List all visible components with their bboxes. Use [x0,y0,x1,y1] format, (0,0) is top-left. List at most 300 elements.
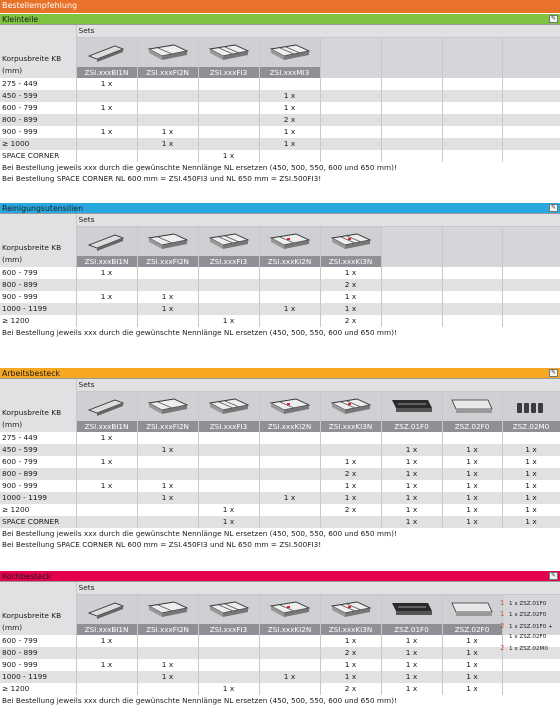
quantity-cell: 1 x [442,468,502,480]
quantity-cell [259,279,320,291]
quantity-cell [502,150,560,162]
quantity-cell: 1 x [76,635,137,647]
quantity-cell [198,114,259,126]
product-column [381,392,442,432]
legend-number: 1 [500,599,505,607]
quantity-cell [502,683,560,695]
product-column [320,595,381,635]
order-note: Bei Bestellung jeweils xxx durch die gewünschte Nennlänge NL ersetzen (450, 500, 550, 600 und 650 mm)! [2,327,397,337]
quantity-cell [137,635,198,647]
quantity-cell [442,78,502,90]
product-column [259,392,320,432]
quantity-cell [320,90,381,102]
quantity-cell [76,516,137,528]
quantity-cell: 1 x [259,102,320,114]
spray-icon: ✎ [550,204,557,211]
product-code: ZSI.xxxFI3 [199,256,259,267]
quantity-cell [320,114,381,126]
ladle-icon: ✎ [550,572,557,579]
quantity-cell [320,444,381,456]
quantity-cell [259,315,320,327]
quantity-cell [259,456,320,468]
quantity-cell: 1 x [320,492,381,504]
table-row [0,492,560,504]
korpus-width: 600 - 799 [0,267,76,279]
korpus-header [0,582,76,635]
section-title: Kleinteile [2,15,39,24]
quantity-cell [198,303,259,315]
order-note: Bei Bestellung SPACE CORNER NL 600 mm = ZSI.450FI3 und NL 650 mm = ZSI.500FI3! [2,173,322,183]
title-rule [0,12,560,13]
quantity-cell [137,647,198,659]
product-code: ZSI.xxxKI3N [321,624,381,635]
quantity-cell [76,150,137,162]
quantity-cell: 1 x [76,102,137,114]
quantity-cell: 1 x [137,671,198,683]
table-row [0,291,560,303]
product-column [137,38,198,78]
quantity-cell [198,659,259,671]
quantity-cell: 1 x [381,647,442,659]
quantity-cell: 1 x [320,659,381,671]
quantity-cell: 1 x [442,635,502,647]
quantity-cell [76,279,137,291]
quantity-cell: 1 x [502,468,560,480]
quantity-cell [381,279,442,291]
korpus-width: 600 - 799 [0,635,76,647]
table-row [0,102,560,114]
product-code: ZSI.xxxBI1N [77,624,137,635]
quantity-cell: 1 x [381,504,442,516]
quantity-cell [137,683,198,695]
order-table [0,214,560,327]
quantity-cell [502,315,560,327]
korpus-label: Korpusbreite KB [2,407,62,417]
quantity-cell: 1 x [320,303,381,315]
product-column [259,595,320,635]
quantity-cell [381,291,442,303]
order-note: Bei Bestellung jeweils xxx durch die gewünschte Nennlänge NL ersetzen (450, 500, 550, 600 und 650 mm)! [2,695,397,705]
section-header [0,571,560,582]
quantity-cell: 1 x [442,480,502,492]
quantity-cell: 1 x [259,126,320,138]
product-code: ZSI.xxxFI2N [138,256,198,267]
quantity-cell [198,279,259,291]
quantity-cell [198,647,259,659]
quantity-cell: 1 x [137,126,198,138]
table-row [0,267,560,279]
quantity-cell: 1 x [76,480,137,492]
product-code: ZSI.xxxFI2N [138,67,198,78]
section-header [0,368,560,379]
quantity-cell: 1 x [442,492,502,504]
quantity-cell: 2 x [320,279,381,291]
quantity-cell: 1 x [198,315,259,327]
quantity-cell [502,102,560,114]
quantity-cell [137,279,198,291]
quantity-cell: 1 x [76,126,137,138]
quantity-cell: 2 x [320,647,381,659]
order-note: Bei Bestellung SPACE CORNER NL 600 mm = ZSI.450FI3 und NL 650 mm = ZSI.500FI3! [2,539,322,549]
quantity-cell: 1 x [320,291,381,303]
quantity-cell: 1 x [198,516,259,528]
quantity-cell [502,659,560,671]
product-code: ZSI.xxxFI3 [199,421,259,432]
korpus-width: ≥ 1200 [0,504,76,516]
table-row [0,90,560,102]
legend-item [500,632,560,642]
product-code: ZSI.xxxFI2N [138,421,198,432]
quantity-cell [381,78,442,90]
table-row [0,659,560,671]
quantity-cell: 1 x [442,456,502,468]
quantity-cell: 1 x [137,444,198,456]
sets-label: Sets [76,25,560,38]
quantity-cell: 1 x [137,480,198,492]
empty-column [442,38,502,78]
korpus-width: ≥ 1000 [0,138,76,150]
quantity-cell: 1 x [442,659,502,671]
quantity-cell: 1 x [381,492,442,504]
quantity-cell: 1 x [320,456,381,468]
legend-item [500,643,560,654]
table-row [0,468,560,480]
product-column [442,595,502,635]
quantity-cell: 1 x [259,492,320,504]
quantity-cell: 2 x [320,468,381,480]
korpus-width: 1000 - 1199 [0,303,76,315]
legend-text: 1 x ZSZ.02F0 [509,612,547,619]
quantity-cell [198,480,259,492]
quantity-cell [198,444,259,456]
section-header [0,203,560,214]
product-code: ZSZ.02F0 [443,624,502,635]
quantity-cell: 1 x [381,683,442,695]
product-code: ZSI.xxxFI3 [199,67,259,78]
quantity-cell [502,279,560,291]
korpus-width: ≥ 1200 [0,315,76,327]
quantity-cell: 2 x [320,683,381,695]
table-row [0,647,560,659]
quantity-cell [502,126,560,138]
quantity-cell [381,150,442,162]
page-title: Bestellempfehlung [0,0,560,12]
quantity-cell [259,516,320,528]
korpus-header [0,25,76,78]
quantity-cell: 1 x [137,303,198,315]
quantity-cell [442,90,502,102]
quantity-cell [198,90,259,102]
legend-number: 1 [500,610,505,619]
sets-label: Sets [76,214,560,227]
quantity-cell [320,150,381,162]
quantity-cell [76,315,137,327]
quantity-cell: 1 x [76,78,137,90]
quantity-cell [76,683,137,695]
section-4 [0,571,560,706]
product-code: ZSI.xxxFI2N [138,624,198,635]
quantity-cell: 1 x [442,671,502,683]
product-column [259,38,320,78]
quantity-cell [137,516,198,528]
korpus-unit: (mm) [2,254,23,264]
quantity-cell: 1 x [198,504,259,516]
quantity-cell [259,291,320,303]
section-title: Reinigungsutensilien [2,204,84,213]
quantity-cell: 1 x [137,659,198,671]
table-row [0,126,560,138]
product-code: ZSI.xxxMI3 [260,67,320,78]
quantity-cell [442,114,502,126]
quantity-cell: 1 x [442,683,502,695]
quantity-cell: 1 x [381,516,442,528]
quantity-cell: 2 x [320,504,381,516]
korpus-width: 600 - 799 [0,456,76,468]
quantity-cell [137,456,198,468]
empty-column [502,38,560,78]
korpus-unit: (mm) [2,622,23,632]
table-row [0,315,560,327]
quantity-cell [442,126,502,138]
quantity-cell [442,150,502,162]
korpus-label: Korpusbreite KB [2,53,62,63]
table-row [0,114,560,126]
product-column [137,595,198,635]
product-code: ZSZ.01F0 [382,421,442,432]
quantity-cell [259,683,320,695]
product-column [76,595,137,635]
quantity-cell [442,303,502,315]
quantity-cell: 1 x [76,291,137,303]
product-column [76,227,137,267]
order-table [0,379,560,528]
quantity-cell: 1 x [442,444,502,456]
quantity-cell: 1 x [137,492,198,504]
quantity-cell: 1 x [381,456,442,468]
korpus-width: 900 - 999 [0,659,76,671]
quantity-cell [198,468,259,480]
korpus-width: 1000 - 1199 [0,671,76,683]
sets-label: Sets [76,379,560,392]
product-image-row [0,227,560,267]
quantity-cell [137,267,198,279]
korpus-width: SPACE CORNER [0,150,76,162]
quantity-cell [198,635,259,647]
empty-column [502,227,560,267]
sets-label: Sets [76,582,560,595]
quantity-cell [442,267,502,279]
product-image-row [0,392,560,432]
quantity-cell [76,114,137,126]
quantity-cell [198,138,259,150]
korpus-width: 900 - 999 [0,291,76,303]
quantity-cell [198,102,259,114]
korpus-label: Korpusbreite KB [2,242,62,252]
quantity-cell: 1 x [259,138,320,150]
section-1 [0,14,560,184]
korpus-width: SPACE CORNER [0,516,76,528]
korpus-width: 800 - 899 [0,647,76,659]
quantity-cell [76,504,137,516]
quantity-cell: 1 x [76,432,137,444]
quantity-cell [198,492,259,504]
product-image-row [0,38,560,78]
quantity-cell [259,647,320,659]
quantity-cell [198,126,259,138]
quantity-cell [502,267,560,279]
legend-number: 2 [500,643,505,652]
quantity-cell [259,504,320,516]
quantity-cell: 1 x [198,150,259,162]
table-row [0,444,560,456]
korpus-width: 450 - 599 [0,444,76,456]
table-row [0,279,560,291]
quantity-cell [502,78,560,90]
quantity-cell [320,516,381,528]
quantity-cell [381,303,442,315]
quantity-cell [137,150,198,162]
order-table [0,25,560,162]
quantity-cell: 1 x [137,138,198,150]
korpus-label: Korpusbreite KB [2,610,62,620]
quantity-cell [198,78,259,90]
korpus-width: 1000 - 1199 [0,492,76,504]
korpus-width: 600 - 799 [0,102,76,114]
order-note: Bei Bestellung jeweils xxx durch die gewünschte Nennlänge NL ersetzen (450, 500, 550, 600 und 650 mm)! [2,528,397,538]
quantity-cell [320,138,381,150]
quantity-cell [381,90,442,102]
quantity-cell [442,291,502,303]
product-code: ZSI.xxxBI1N [77,67,137,78]
quantity-cell [198,432,259,444]
table-row [0,432,560,444]
quantity-cell: 1 x [320,267,381,279]
quantity-cell [76,303,137,315]
quantity-cell: 1 x [76,267,137,279]
quantity-cell [76,90,137,102]
korpus-unit: (mm) [2,419,23,429]
korpus-header [0,214,76,267]
korpus-width: 800 - 899 [0,468,76,480]
quantity-cell: 2 x [259,114,320,126]
table-row [0,480,560,492]
quantity-cell [320,126,381,138]
sets-header-row [0,379,560,392]
product-code: ZSI.xxxKI3N [321,256,381,267]
quantity-cell: 1 x [442,516,502,528]
product-column [320,227,381,267]
quantity-cell [381,114,442,126]
quantity-cell: 1 x [502,444,560,456]
product-column [198,227,259,267]
product-column [198,595,259,635]
quantity-cell: 1 x [502,480,560,492]
quantity-cell [259,468,320,480]
product-column [442,392,502,432]
quantity-cell: 1 x [320,480,381,492]
quantity-cell [502,90,560,102]
section-title: Arbeitsbesteck [2,369,61,378]
quantity-cell [137,102,198,114]
quantity-cell [259,659,320,671]
box-icon: ✎ [550,15,557,22]
section-header [0,14,560,25]
quantity-cell: 1 x [76,456,137,468]
product-code: ZSI.xxxBI1N [77,256,137,267]
quantity-cell [198,456,259,468]
quantity-cell: 1 x [502,504,560,516]
table-row [0,456,560,468]
table-row [0,671,560,683]
korpus-width: 800 - 899 [0,114,76,126]
quantity-cell: 1 x [381,444,442,456]
korpus-unit: (mm) [2,65,23,75]
product-column [76,392,137,432]
quantity-cell: 1 x [502,516,560,528]
quantity-cell [259,635,320,647]
quantity-cell [137,114,198,126]
product-code: ZSZ.01F0 [382,624,442,635]
quantity-cell [320,102,381,114]
quantity-cell [502,303,560,315]
quantity-cell: 1 x [198,683,259,695]
product-column [198,392,259,432]
quantity-cell [76,468,137,480]
quantity-cell: 1 x [320,671,381,683]
product-column [259,227,320,267]
table-row [0,150,560,162]
quantity-cell [381,315,442,327]
product-code: ZSI.xxxBI1N [77,421,137,432]
quantity-cell: 1 x [381,659,442,671]
product-column [502,392,560,432]
product-code: ZSZ.02M0 [503,421,560,432]
quantity-cell [502,432,560,444]
quantity-cell [381,432,442,444]
quantity-cell [381,138,442,150]
legend-text: 1 x ZSZ.02F0 [509,634,547,641]
quantity-cell: 1 x [381,480,442,492]
quantity-cell [259,150,320,162]
quantity-cell [76,138,137,150]
legend-item [500,621,560,632]
quantity-cell: 1 x [259,671,320,683]
quantity-cell [137,315,198,327]
legend-text: 1 x ZSZ.01F0 [509,601,547,607]
product-code: ZSZ.02F0 [443,421,502,432]
quantity-cell [198,291,259,303]
sets-header-row [0,214,560,227]
product-column [76,38,137,78]
table-row [0,78,560,90]
product-code: ZSI.xxxKI2N [260,624,320,635]
quantity-cell [442,432,502,444]
quantity-cell [381,102,442,114]
product-column [320,392,381,432]
section-title: Kochbesteck [2,572,52,581]
product-column [381,595,442,635]
product-code: ZSI.xxxKI2N [260,256,320,267]
quantity-cell [320,78,381,90]
quantity-cell [76,444,137,456]
quantity-cell: 1 x [381,468,442,480]
korpus-header [0,379,76,432]
quantity-cell: 1 x [320,635,381,647]
quantity-cell [76,492,137,504]
quantity-cell [259,480,320,492]
order-note: Bei Bestellung jeweils xxx durch die gewünschte Nennlänge NL ersetzen (450, 500, 550, 600 und 650 mm)! [2,162,397,172]
quantity-cell [259,432,320,444]
